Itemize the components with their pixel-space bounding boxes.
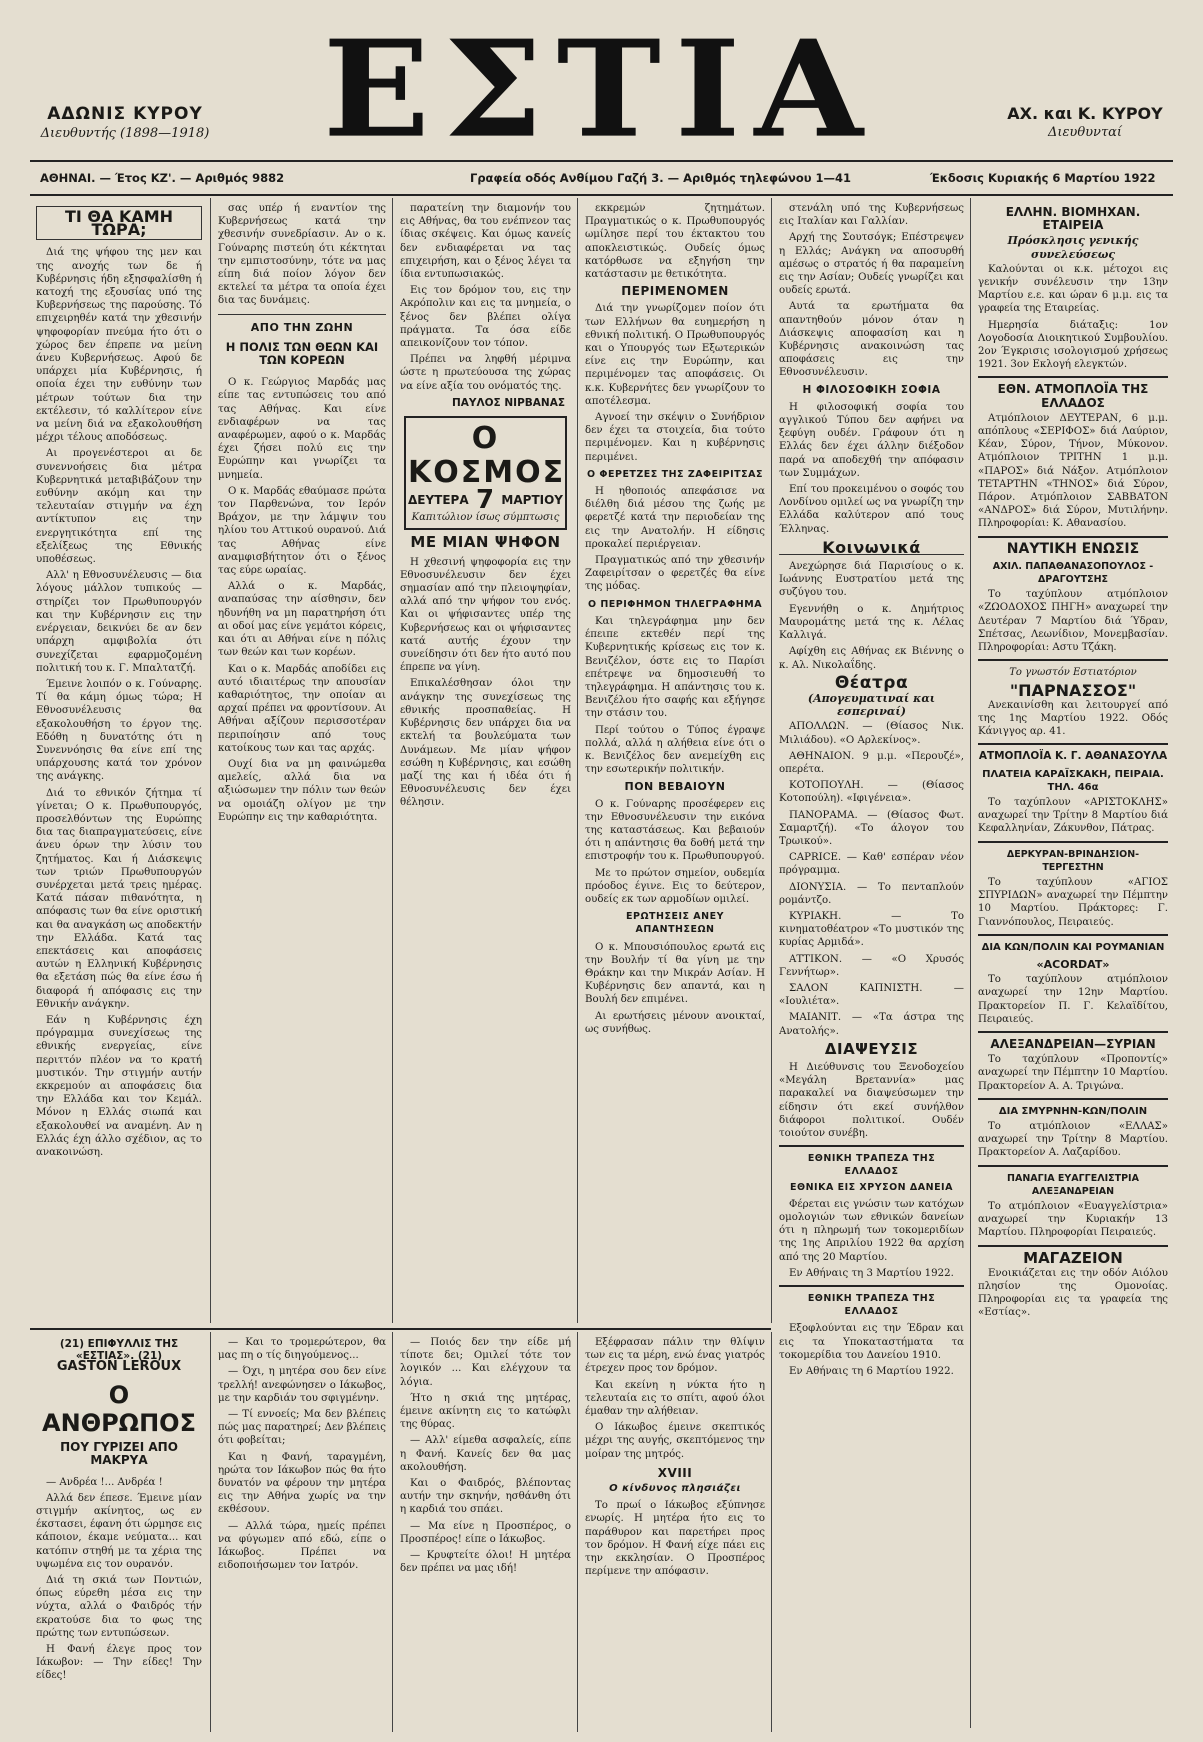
divider [978,1245,1168,1247]
theatre-listing: ΔΙΟΝΥΣΙΑ. — Το πενταπλούν ρομάντζο. [779,881,964,906]
paragraph: Η χθεσινή ψηφοφορία εις την Εθνοσυνέλευσιν δεν έχει σημασίαν από την πλειοψηφίαν, αλλά από την ψήφον του ενός. Και οι ψήφισαντες υπέρ της Κυβερνήσεως και οι ψήφισαντες κατά αυτής έχουν την συνείδησιν ότι δεν ήτο αυτό που έπρεπε να γίνη. [400,556,571,674]
notice-title: ΕΘΝΙΚΗ ΤΡΑΠΕΖΑ ΤΗΣ ΕΛΛΑΔΟΣ [807,1153,936,1178]
paragraph: — Αλλά τώρα, ημείς πρέπει να φύγωμεν από εδώ, είπε ο Ιάκωβος. Πρέπει να ειδοποιήσωμεν τον Ιατρόν. [218,1520,386,1572]
paragraph: — Όχι, η μητέρα σου δεν είνε τρελλή! ανεφώνησεν ο Ιάκωβος, με την καρδιάν του σφιγμένην. [218,1366,386,1404]
article-title: Η ΠΟΛΙΣ ΤΩΝ ΘΕΩΝ ΚΑΙ ΤΩΝ ΚΟΡΕΩΝ [225,339,379,368]
paragraph: Η φιλοσοφική σοφία του αγγλικού Τύπου δεν αφήνει να ξεφύγη ουδέν. Γράφουν ότι η Ελλάς δεν έχει άλλην διέξοδον παρά να αποδεχθή την απόφασιν των Συμμάχων. [779,401,964,479]
paragraph: Εγεννήθη ο κ. Δημήτριος Μαυρομάτης μετά της κ. Λέλας Καλλιγά. [779,603,964,642]
directors-block [990,104,1180,140]
column-divider [392,198,393,1323]
divider [218,314,386,315]
ad-text: Το ατμόπλοιον «Ευαγγελίστρια» αναχωρεί την Κυριακήν 13 Μαρτίου. Πληροφορίαι Πειραιεύς. [978,1201,1168,1239]
paragraph: Ο κ. Γούναρης προσέφερεν εις την Εθνοσυνέλευσιν την εικόνα της καταστάσεως. Και βεβαιούν ότι η απάντησις θα δοθή μετά την επιστροφήν του κ. Πρωθυπουργού. [585,798,765,863]
paragraph: Διά της ψήφου της μεν και της ανοχής των δε ή Κυβέρνησις ήδη εξησφαλίσθη ή κατοχή της εξουσίας υπό της Κυβερνήσεως της παρούσης. Τό επιχειρηθέν κατά την χθεσινήν ψηφοφορίαν πνεύμα ήτο ότι ο χώρος δεν έπρεπε να μείνη άνευ Κυβερνήσεως. Αφού δε υπάρχει μία Κυβέρνησις, ή οποία έχει την ευθύνην των μέτρων τούτων δια την εκτέλεσιν, τό καλλίτερον είνε να μείνη διά να εξακολουθήση μέχρι τέλους αποδόσεως. [36,247,202,444]
article-column-1 [36,202,202,1320]
article-column-5 [779,202,964,1738]
founder-block [40,104,210,141]
paragraph: Και η Φανή, ταραγμένη, ηρώτα τον Ιάκωβον πώς θα ήτο δυνατόν να φέρουν την μητέρα εις την Αθήνα χωρίς να την εκθέσουν. [218,1451,386,1516]
rubric: ΑΠΟ ΤΗΝ ΖΩΗΝ [250,320,354,334]
serial-label: (21) ΕΠΙΦΥΛΛΙΣ ΤΗΣ «ΕΣΤΙΑΣ». (21) [59,1338,179,1362]
ad-title: "ΠΑΡΝΑΣΣΟΣ" [1009,680,1137,700]
paragraph: Εις τον δρόμον του, εις την Ακρόπολιν και εις τα μνημεία, ο ξένος δεν βλέπει ολίγα πράγματα. Τα όσα είδε απεικονίζουν τον τόπον. [400,285,571,350]
ad-title: ΔΙΑ ΣΜΥΡΝΗΝ-ΚΩΝ/ΠΟΛΙΝ [998,1105,1148,1117]
dateline-rule [30,194,1173,196]
issue-date: Έκδοσις Κυριακής 6 Μαρτίου 1922 [930,171,1156,185]
paragraph: Αγνοεί την σκέψιν ο Συνήδριον δεν έχει τα στοιχεία, δια τούτο περιμένομεν. Και η κυβέρνησις περιμένει. [585,412,765,463]
paragraph: Πραγματικώς από την χθεσινήν Ζαφειρίτσαν ο φερετζές θα είνε της μόδας. [585,555,765,593]
paragraph: Ανεχώρησε διά Παρισίους ο κ. Ιωάννης Ευστρατίου μετά της συζύγου του. [779,561,964,599]
theatre-listing: ΚΟΤΟΠΟΥΛΗ. — (Θίασος Κοτοπούλη). «Ιφιγένεια». [779,780,964,805]
chapter-title: Ο κίνδυνος πλησιάζει [609,1483,741,1495]
box-title: Ο ΚΟΣΜΟΣ [408,421,566,491]
paragraph: Η Φανή έλεγε προς τον Ιάκωβον: — Την είδες! Την είδες! [36,1644,202,1682]
ad-title: ΜΑΓΑΖΕΙΟΝ [1023,1248,1123,1267]
chapter-number: XVIII [657,1465,693,1480]
paragraph: Με το πρώτον σημείον, ουδεμία πρόοδος έγινε. Εις το δεύτερον, ουδείς εκ των αρμοδίων ομιλεί. [585,867,765,905]
paragraph: Ο κ. Μαρδάς εθαύμασε πρώτα τον Παρθενώνα, τον Ιερόν Βράχον, με την λάμψιν του ηλίου του Αττικού ουρανού. Διά τας Αθήνας είνε αναμφισβήτητον ότι ο ξένος τας εύρε ωραίας. [218,485,386,577]
ad-text: Το ατμόπλοιον «ΕΛΛΑΣ» αναχωρεί την Τρίτην 8 Μαρτίου. Πρακτορείον Α. Λαζαρίδου. [978,1120,1168,1159]
divider [978,1165,1168,1167]
paragraph: Και ο κ. Μαρδάς αποδίδει εις αυτό ιδιαιτέρως την απουσίαν καθαριότητος, την οποίαν αι αρχαί πρέπει να φροντίσουν. Αι Αθήναι αξίζουν περισσοτέραν περιποίησιν από τους κατοίκους των και τας αρχάς. [218,663,386,754]
ad-title: ΑΛΕΞΑΝΔΡΕΙΑΝ—ΣΥΡΙΑΝ [990,1036,1156,1051]
theatre-listing: ΑΤΤΙΚΟΝ. — «Ο Χρυσός Γεννήτωρ». [779,953,964,978]
founder-title: Διευθυντής (1898—1918) [40,126,210,141]
theatre-listing: CAPRICE. — Καθ' εσπέραν νέον πρόγραμμα. [779,852,964,877]
theatre-listing: ΠΑΝΟΡΑΜΑ. — (Θίασος Φωτ. Σαμαρτζή). «Το άλογον του Τρωικού». [779,809,964,847]
ad-text: Ανεκαινίσθη και λειτουργεί από της 1ης Μαρτίου 1922. Οδός Κάνιγγος αρ. 41. [978,699,1168,738]
paragraph: Ο κ. Γεώργιος Μαρδάς μας είπε τας εντυπώσεις του από τας Αθήνας. Και είνε ενδιαφέρων να τας αναφέρωμεν, αφού ο κ. Μαρδάς έχει ζήσει πολύ εις την Ευρώπην και γνωρίζει τα μνημεία. [218,377,386,481]
paragraph: Η Διεύθυνσις του Ξενοδοχείου «Μεγάλη Βρεταννία» μας παρακαλεί να διαψεύσωμεν την είδησιν ότι εκεί συνήλθον διάφοροι πολιτικοί. Ουδέν τοιούτον συνέβη. [779,1061,964,1139]
column-divider [392,1332,393,1732]
advertisements-column [978,202,1168,1738]
divider [978,1031,1168,1033]
ad-text: Ημερησία διάταξις: 1ον Λογοδοσία Διοικητικού Συμβουλίου. 2ον Έγκρισις ισολογισμού χρήσεως 1921. 3ον Εκλογή ελεγκτών. [978,319,1168,371]
paragraph: Εν Αθήναις τη 3 Μαρτίου 1922. [789,1267,954,1279]
ad-title: ΕΘΝ. ΑΤΜΟΠΛΟΪΑ ΤΗΣ ΕΛΛΑΔΟΣ [997,382,1149,410]
section-title: ΔΙΑΨΕΥΣΙΣ [824,1039,919,1058]
paragraph: — Ανδρέα !... Ανδρέα ! [46,1476,163,1488]
paragraph: Ο κ. Μπουσιόπουλος ερωτά εις την Βουλήν τί θα γίνη με την Θράκην και την Μικράν Ασίαν. Η Κυβέρνησις δεν απαντά, και η Βουλή δεν επιμένει. [585,941,765,1006]
paragraph: Αφίχθη εις Αθήνας εκ Βιέννης ο κ. Αλ. Νικολαΐδης. [779,646,964,671]
paragraph: Και ο Φαιδρός, βλέποντας αυτήν την σκηνήν, ησθάνθη ότι η καρδιά του σπάει. [400,1478,571,1516]
divider [978,934,1168,936]
column-divider [577,1332,578,1732]
paragraph: Εν Αθήναις τη 6 Μαρτίου 1922. [789,1366,954,1378]
founder-name: ΑΔΩΝΙΣ ΚΥΡΟΥ [47,104,203,124]
article-column-3 [400,202,571,1320]
paragraph: Εξοφλούνται εις την Έδραν και εις τα Υποκαταστήματα τα τοκομερίδια του Δανείου 1910. [779,1323,964,1361]
column-divider [771,198,772,1323]
notice-subtitle: ΕΘΝΙΚΑ ΕΙΣ ΧΡΥΣΟΝ ΔΑΝΕΙΑ [790,1181,953,1193]
ad-text: Το ταχύπλουν ατμόπλοιον «ΖΩΟΔΟΧΟΣ ΠΗΓΗ» αναχωρεί την Δευτέραν 7 Μαρτίου διά Ύδραν, Σπέτσας, Λεωνίδιον, Μονεμβασίαν. Πληροφορίαι: Αστυ Τζάκη. [978,589,1168,654]
divider [978,536,1168,538]
ad-pretitle: Το γνωστόν Εστιατόριον [1009,667,1137,679]
dateline [30,166,1173,192]
paragraph: σας υπέρ ή εναντίον της Κυβερνήσεως κατά την χθεσινήν συνεδρίασιν. Αν ο κ. Γούναρης πιστεύη ότι κέκτηται την εμπιστοσύνην, τότε να μας είπη διά ποίον λόγον δεν εκτελεί τα μέτρα τα οποία έχει δια τας δυνάμεις. [218,203,386,307]
paragraph: Ουχί δια να μη φαινώμεθα αμελείς, αλλά δια να αξιώσωμεν την πόλιν των θεών να ομοιάζη ολίγον με την Ευρώπην εις την καθαριότητα. [218,758,386,823]
divider [978,841,1168,843]
paragraph: Αρχή της Σουτσόγκ; Επέστρεψεν η Ελλάς; Ανάγκη να αποσυρθή αμέσως ο στρατός ή θα παραμείνη εις την Ασίαν; Ουδείς γνωρίζει και ουδείς ερωτά. [779,232,964,297]
box-date-number: 7 [475,485,495,516]
ad-text: Καλούνται οι κ.κ. μέτοχοι εις γενικήν συνέλευσιν την 13ην Μαρτίου ε.ε. και ώραν 6 μ.μ. εις τα γραφεία της Εταιρείας. [978,263,1168,315]
paragraph: Περί τούτου ο Τύπος έγραψε πολλά, αλλά η αλήθεια είνε ότι ο κ. Βενιζέλος δεν ανεμείχθη εις την εσωτερικήν πολιτικήν. [585,724,765,776]
paragraph: παρατείνη την διαμονήν του εις Αθήνας, θα του ενέπνεον τας ίδιας σκέψεις. Και όμως κανείς δεν ενδιαφέρεται να τας επιχειρήση, και ο ξένος λέγει τα ίδια εντυπωσιακώς. [400,203,571,281]
paragraph: εκκρεμών ζητημάτων. Πραγματικώς ο κ. Πρωθυπουργός ωμίλησε περί του έκτακτου του αποκλειστικώς. Ουδείς όμως κατόρθωσε να εξηγήση την κατάστασιν με θετικότητα. [585,203,765,281]
serial-column-4 [585,1336,765,1734]
novel-title: Ο ΑΝΘΡΩΠΟΣ [42,1381,196,1438]
paragraph: Εξέφρασαν πάλιν την θλίψιν των εις τα μέρη, ενώ ένας γιατρός έτρεχεν προς τον δρόμον. [585,1337,765,1375]
section-title: Ο ΠΕΡΙΦΗΜΟΝ ΤΗΛΕΓΡΑΦΗΜΑ [587,598,763,610]
world-box [404,416,567,530]
column-divider [210,198,211,1323]
serial-column-2 [218,1336,386,1734]
ad-title: ΔΙΑ ΚΩΝ/ΠΟΛΙΝ ΚΑΙ ΡΟΥΜΑΝΙΑΝ [981,941,1165,953]
paragraph: Και τηλεγράφημα μην δεν έπειπε εκτεθέν περί της Κυβερνητικής κρίσεως εις τον κ. Βενιζέλον, όστε εις το Παρίσι επέτρεψε να δημοσιευθή το τηλεγράφημα. Η απάντησις του κ. Βενιζέλου ήτο σαφής και εξήγησε την στάσιν του. [585,615,765,720]
box-day: ΔΕΥΤΕΡΑ [408,493,469,508]
section-title: Ο ΦΕΡΕΤΖΕΣ ΤΗΣ ΖΑΦΕΙΡΙΤΣΑΣ [587,468,763,480]
theatre-listing: ΑΠΟΛΛΩΝ. — (Θίασος Νικ. Μιλιάδου). «Ο Αρλεκίνος». [779,721,964,746]
column-divider [970,198,971,1728]
masthead [0,0,1203,168]
theatre-listing: ΚΥΡΙΑΚΗ. — Το κινηματοθέατρον «Το μυστικόν της κυρίας Αρμιδά». [779,910,964,949]
paragraph: Αι προγενέστεροι αι δε συνεννοήσεις δια μέτρα Κυβερνητικά μεταβιβάζουν την ευθύνην ακόμη και την τελευταίαν στιγμήν να έχη αντίκτυπον εις την ενεργητικότητα επί της εξελίξεως της Εθνικής υποθέσεως. [36,448,202,566]
ad-subtitle: ΑΧΙΛ. ΠΑΠΑΘΑΝΑΣΟΠΟΥΛΟΣ - ΔΡΑΓΟΥΤΣΗΣ [992,560,1154,586]
theatre-listing: ΣΑΛΟΝ ΚΑΠΝΙΣΤΗ. — «Ιουλιέτα». [779,982,964,1008]
paragraph: — Μα είνε η Προσπέρος, ο Προσπέρος! είπε ο Ιάκωβος. [400,1520,571,1545]
paragraph: Επικαλέσθησαν όλοι την ανάγκην της συνεχίσεως της εθνικής προσπαθείας. Η Κυβέρνησις δεν υπάρχει δια να εκτελή τα βουλεύματα των Δυνάμεων. Με μίαν ψήφον εσώθη η Κυβέρνησις, και εσώθη μαζί της και ή ιδέα ότι ή Εθνοσυνέλευσις δεν έχει θέλησιν. [400,678,571,809]
ad-subtitle: Πρόσκλησις γενικής συνελεύσεως [1007,234,1139,261]
paragraph: — Κρυφτείτε όλοι! Η μητέρα δεν πρέπει να μας ιδή! [400,1550,571,1575]
section-title: Κοινωνικά [779,541,964,555]
newspaper-logo: ΕΣΤΙΑ [323,12,877,168]
column-divider [577,198,578,1323]
theatre-listing: ΑΘΗΝΑΙΟΝ. 9 μ.μ. «Περουζέ», οπερέτα. [779,750,964,775]
paragraph: Η ηθοποιός απεφάσισε να διέλθη διά μέσου της ζωής με φερετζέ κατά την περιοδείαν της εις την Ανατολήν. Η είδησις προκαλεί περιέργειαν. [585,486,765,550]
serial-column-3 [400,1336,571,1734]
divider [978,376,1168,378]
ad-text: Το ταχύπλουν ατμόπλοιον αναχωρεί την 12ην Μαρτίου. Πρακτορείον Π. Γ. Κελαϊδίτου, Πειραιεύς. [978,974,1168,1025]
directors-title: Διευθυνταί [1047,125,1123,140]
ad-text: Το ταχύπλουν «ΑΓΙΟΣ ΣΠΥΡΙΔΩΝ» αναχωρεί την Πέμπτην 10 Μαρτίου. Πράκτορες: Γ. Γιαννόπουλος, Πειραιεύς. [978,876,1168,928]
novel-author: GASTON LEROUX [56,1359,182,1374]
column-divider [771,1332,772,1732]
paragraph: Ο Ιάκωβος έμεινε σκεπτικός μέχρι της αυγής, σκεπτόμενος την μοίραν της μητρός. [585,1422,765,1460]
paragraph: — Ποιός δεν την είδε μή τίποτε δει; Ομιλεί τότε τον λογικόν ... Και ελέγχουν τα λόγια. [400,1337,571,1388]
section-title: ΜΕ ΜΙΑΝ ΨΗΦΟΝ [410,533,561,552]
paragraph: Διά το εθνικόν ζήτημα τί γίνεται; Ο κ. Πρωθυπουργός, προσελθόντων της Ευρώπης δια τας διαπραγματεύσεις, είνε άνευ όρων την λύσιν του ζητήματος. Και ή Διάσκεψις των τριών Πρωθυπουργών συνέρχεται μετά τρεις ημέρας. Κατά πάσαν πιθανότητα, η απόφασις των θα είνε οριστική και θα αναγκάση ως αποδεκτήν την Ελλάδα. Κατά τας επεκτάσεις και αποφάσεις αυτών η Ελληνική Κυβέρνησις θα εξετάση πώς θα είνε έσω ή διαφορά ή απόφασις εις την Εθνικήν ανάγκην. [36,787,202,1010]
paragraph: Διά την γνωρίζομεν ποίον ότι των Ελλήνων θα ευημερήση η εθνική πολιτική. Ο Πρωθυπουργός και ο Υπουργός των Εξωτερικών είνε εις την Ευρώπην, και περιμένομεν τας αποφάσεις. Οι κ.κ. Κυβερνήτες δεν γνωρίζουν το αποτέλεσμα. [585,303,765,407]
paragraph: Αλλ' η Εθνοσυνέλευσις — δια λόγους μάλλον τυπικούς — στηρίζει τον Πρωθυπουργόν και την Κυβέρνησιν εις την ενέργειαν, δεικνύει δε αν δεν υπάρχη αμφιβολία ότι συνεχίζεται εφαρμοζομένη πολιτική του κ. Γ. Μπαλτατζή. [36,570,202,674]
ad-text: Ατμόπλοιον ΔΕΥΤΕΡΑΝ, 6 μ.μ. απόπλους «ΣΕΡΙΦΟΣ» διά Λαύριον, Κέαν, Σύρον, Τήνον, Μύκονον. Ατμόπλοιον ΤΡΙΤΗΝ 1 μ.μ. «ΠΑΡΟΣ» διά Νάξον. Ατμόπλοιον ΤΕΤΑΡΤΗΝ «ΤΗΝΟΣ» διά Σύρον, Πάρον. Ατμόπλοιον ΣΑΒΒΑΤΟΝ «ΑΝΔΡΟΣ» διά Σύρον, Μυτιλήνην. Πληροφορίαι: Κ. Αθανασίου. [978,412,1168,530]
section-title: Θέατρα [834,672,909,693]
article-title: ΤΙ ΘΑ ΚΑΜΗ ΤΩΡΑ; [36,206,202,240]
section-title: ΠΕΡΙΜΕΝΟΜΕΝ [621,284,729,299]
ad-subtitle: ΠΛΑΤΕΙΑ ΚΑΡΑΪΣΚΑΚΗ, ΠΕΙΡΑΙΑ. ΤΗΛ. 46α [982,768,1164,793]
ad-subtitle: «ACORDAT» [1036,957,1110,971]
ad-title: ΕΛΛΗΝ. ΒΙΟΜΗΧΑΝ. ΕΤΑΙΡΕΙΑ [1005,205,1141,233]
section-title: ΕΡΩΤΗΣΕΙΣ ΑΝΕΥ ΑΠΑΝΤΗΣΕΩΝ [626,911,724,936]
paragraph: Έμεινε λοιπόν ο κ. Γούναρης. Τί θα κάμη όμως τώρα; Η Εθνοσυνέλευσις θα εξακολουθήση το έργον της. Εδόθη η δυνατότης ότι η Συνεννόησις θα είνε επί της υπάρχουσης κατά τον χρόνον της ανάγκης. [36,678,202,783]
divider [978,659,1168,661]
theatre-listing: ΜΑΙΑΝΙΤ. — «Τα άστρα της Ανατολής». [779,1012,964,1037]
masthead-rule [30,160,1173,162]
paragraph: Διά τη σκιά των Ποντιών, όπως εύρεθη μέσα εις την νύχτα, αλλά ο Φαιδρός τήν εκρατούσε δια το φως της πρώτης των εντυπώσεων. [36,1575,202,1639]
notice-title: ΕΘΝΙΚΗ ΤΡΑΠΕΖΑ ΤΗΣ ΕΛΛΑΔΟΣ [807,1293,936,1318]
paragraph: Το πρωί ο Ιάκωβος εξύπνησε ενωρίς. Η μητέρα ήτο εις το παράθυρον και παρετήρει προς τον δρόμον. Η Φανή είχε πάει εις την εκκλησίαν. Ο Προσπέρος περίμενε την απόφασιν. [585,1500,765,1578]
paragraph: Εάν η Κυβέρνησις έχη πρόγραμμα συνεχίσεως της εθνικής ενεργείας, είνε περιττόν πλέον να το κρατή μυστικόν. Την στιγμήν αυτήν εκκρεμούν αι αποφάσεις δια την Ελλάδα και τον Κεμάλ. Μόνον η Ελλάς σιωπά και εξακολουθεί να αναμένη. Αν η Ελλάς έχη άλλο σχέδιον, ας το ανακοινώση. [36,1014,202,1159]
paragraph: Επί του προκειμένου ο σοφός του Λονδίνου ομιλεί ως να γνωρίζη την Ελλάδα καλύτερον από τους Έλληνας. [779,484,964,535]
directors-name: ΑΧ. και Κ. ΚΥΡΟΥ [1007,104,1163,123]
divider [779,1285,964,1287]
divider [978,1098,1168,1100]
serial-rule [30,1328,771,1330]
paragraph: Ήτο η σκιά της μητέρας, έμεινε ακίνητη εις το κατώφλι της θύρας. [400,1392,571,1431]
ad-text: Το ταχύπλουν «ΑΡΙΣΤΟΚΛΗΣ» αναχωρεί την Τρίτην 8 Μαρτίου διά Κεφαλληνίαν, Ζάκυνθον, Πάτρας. [978,796,1168,835]
section-subtitle: (Απογευματιναί και εσπεριναί) [807,691,936,719]
paragraph: Αλλά δεν έπεσε. Έμεινε μίαν στιγμήν ακίνητος, ως εν έκστασει, έφανη ότι ώρμησε εις κάποιον, έκαμε νεύματα... και κατόπιν στηθή με τα χέρια της υψωμένα εις τον ουρανόν. [36,1492,202,1570]
paragraph: Φέρεται εις γνώσιν των κατόχων ομολογιών των εθνικών δανείων ότι η πληρωμή των τοκομεριδίων της 1ης Απριλίου 1922 θα αρχίση από της 20 Μαρτίου. [779,1198,964,1263]
paragraph: — Αλλ' είμεθα ασφαλείς, είπε η Φανή. Κανείς δεν θα μας ακολουθήση. [400,1435,571,1473]
author-signature: ΠΑΥΛΟΣ ΝΙΡΒΑΝΑΣ [451,396,565,409]
paragraph: Πρέπει να ληφθή μέριμνα ώστε η πρωτεύουσα της χώρας να είνε αξία του ονόματός της. [400,354,571,392]
ad-title: ΠΑΝΑΓΙΑ ΕΥΑΓΓΕΛΙΣΤΡΙΑ ΑΛΕΞΑΝΔΡΕΙΑΝ [1007,1172,1139,1197]
ad-title: ΔΕΡΚΥΡΑΝ-ΒΡΙΝΔΗΣΙΟΝ-ΤΕΡΓΕΣΤΗΝ [1006,848,1140,873]
article-column-4 [585,202,765,1320]
paragraph: Αυτά τα ερωτήματα θα απαντηθούν μόνον όταν η Διάσκεψις αποφασίση και η Κυβέρνησις ανακοινώση τας αποφάσεις εις την Εθνοσυνέλευσιν. [779,301,964,379]
paragraph: Αλλά ο κ. Μαρδάς, αναπαύσας την αίσθησιν, δεν ηδυνήθη να μη παρατηρήση ότι αι οδοί μας είνε γεμάτοι κόρεις, και ότι αι Αθήναι είνε η πόλις των θεών και των κορέων. [218,581,386,659]
paragraph: — Και το τρομερώτερον, θα μας πη ο τίς διηγούμενος... [218,1337,386,1362]
ad-title: ΑΤΜΟΠΛΟΪΑ Κ. Γ. ΑΘΑΝΑΣΟΥΛΑ [978,750,1168,763]
ad-text: Ενοικιάζεται εις την οδόν Αιόλου πλησίον της Ομονοίας. Πληροφορίαι εις τα γραφεία της «Εστίας». [978,1267,1168,1319]
divider [779,1145,964,1147]
ad-text: Το ταχύπλουν «Προποντίς» αναχωρεί την Πέμπτην 10 Μαρτίου. Πρακτορείον Α. Α. Τριγώνα. [978,1054,1168,1092]
novel-subtitle: ΠΟΥ ΓΥΡΙΖΕΙ ΑΠΟ ΜΑΚΡΥΑ [60,1440,178,1468]
ad-title: ΝΑΥΤΙΚΗ ΕΝΩΣΙΣ [1006,540,1140,557]
section-title: Η ΦΙΛΟΣΟΦΙΚΗ ΣΟΦΙΑ [802,383,941,396]
office-address: Γραφεία οδός Ανθίμου Γαζή 3. — Αριθμός τηλεφώνου 1—41 [470,171,852,185]
section-title: ΠΟΝ ΒΕΒΑΙΟΥΝ [624,780,726,794]
paragraph: — Τί εννοείς; Μα δεν βλέπεις πώς μας παρατηρεί; Δεν βλέπεις ότι φοβείται; [218,1409,386,1447]
paragraph: Και εκείνη η νύκτα ήτο η τελευταία εις το σπίτι, αφού όλοι έμαθαν την αλήθειαν. [585,1379,765,1418]
box-month: ΜΑΡΤΙΟΥ [501,493,563,508]
issue-info: ΑΘΗΝΑΙ. — Έτος ΚΖ'. — Αριθμός 9882 [40,171,285,185]
paragraph: στενάλη υπό της Κυβερνήσεως εις Ιταλίαν και Γαλλίαν. [779,203,964,228]
article-column-2 [218,202,386,1320]
column-divider [210,1332,211,1732]
serial-column-1 [36,1356,202,1734]
paragraph: Αι ερωτήσεις μένουν ανοικταί, ως συνήθως. [585,1010,765,1035]
divider [978,743,1168,745]
box-subtitle: Καπιτώλιον ίσως σύμπτωσις [411,512,560,524]
